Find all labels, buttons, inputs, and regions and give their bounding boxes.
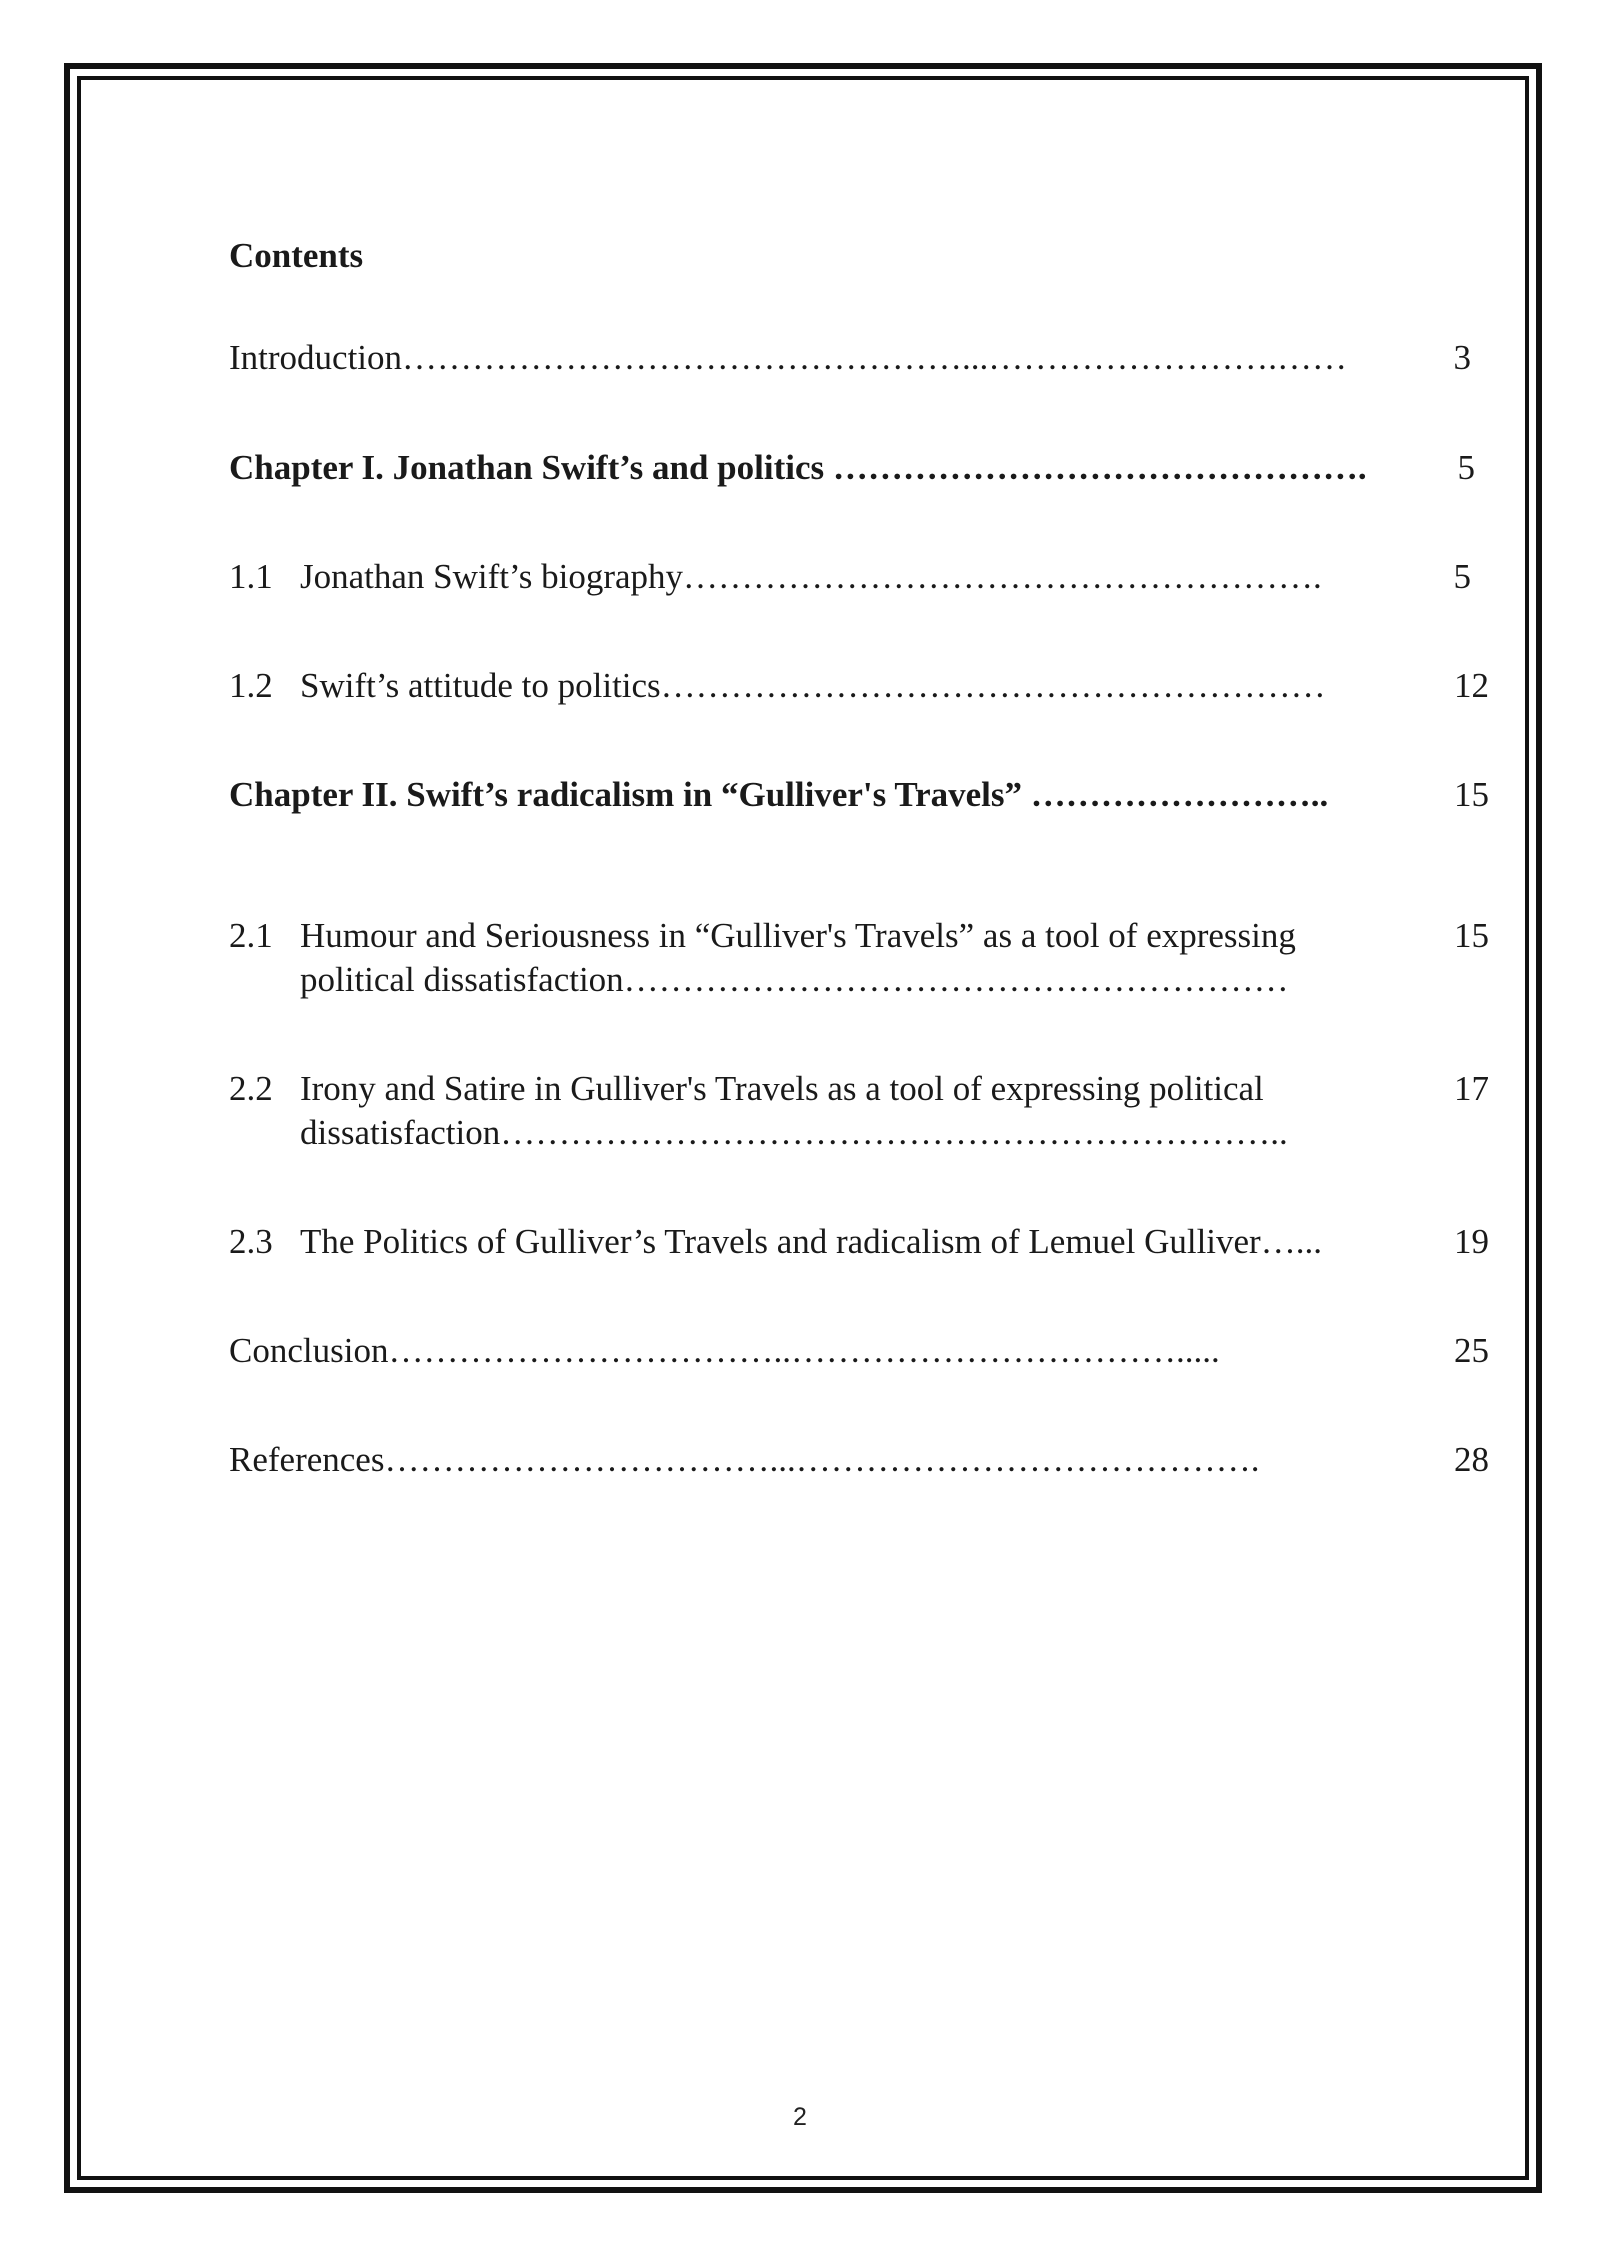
toc-entry-title: Conclusion……………………………..……………………………..... <box>229 1331 1220 1370</box>
toc-entry-title: Chapter II. Swift’s radicalism in “Gulliver's Travels” …………………….. <box>229 775 1329 814</box>
toc-entry-page: 15 <box>1454 916 1489 955</box>
toc-entry-page: 17 <box>1454 1069 1489 1108</box>
toc-entry-page: 28 <box>1454 1440 1489 1479</box>
toc-entry-title: Swift’s attitude to politics………………………………………………… <box>300 666 1326 705</box>
toc-entry-title-line-2: dissatisfaction………………………………………………………….. <box>300 1113 1288 1152</box>
toc-entry-page: 12 <box>1454 666 1489 705</box>
toc-entry-page: 3 <box>1453 338 1471 377</box>
section-number: 2.2 <box>229 1069 273 1108</box>
toc-entry-page: 5 <box>1453 557 1471 596</box>
contents-heading: Contents <box>229 236 364 275</box>
footer-page-number: 2 <box>793 2103 807 2131</box>
toc-entry-title: Jonathan Swift’s biography………………………………………………. <box>300 557 1322 596</box>
toc-entry-page: 19 <box>1454 1222 1489 1261</box>
toc-entry-body <box>300 1067 1400 1155</box>
toc-entry-title: References……………………………...…………………………………. <box>229 1440 1260 1479</box>
section-number: 2.1 <box>229 916 273 955</box>
toc-entry-title: The Politics of Gulliver’s Travels and radicalism of Lemuel Gulliver…... <box>300 1222 1322 1261</box>
section-number: 1.2 <box>229 666 273 705</box>
toc-entry-title-line-1: Humour and Seriousness in “Gulliver's Travels” as a tool of expressing <box>300 916 1296 955</box>
toc-entry-page: 25 <box>1454 1331 1489 1370</box>
toc-entry-page: 5 <box>1457 448 1475 487</box>
toc-entry-page: 15 <box>1454 775 1489 814</box>
toc-entry-body <box>300 664 1400 708</box>
toc-entry-title: Introduction…………………………………………...…………………….…… <box>229 338 1348 377</box>
toc-entry-body <box>300 914 1400 1002</box>
section-number: 2.3 <box>229 1222 273 1261</box>
toc-entry-body <box>300 555 1400 599</box>
toc-entry-title-line-2: political dissatisfaction………………………………………………… <box>300 960 1289 999</box>
toc-entry-title-line-1: Irony and Satire in Gulliver's Travels as a tool of expressing political <box>300 1069 1264 1108</box>
toc-entry-title: Chapter I. Jonathan Swift’s and politics ………………………………………. <box>229 448 1367 487</box>
section-number: 1.1 <box>229 557 273 596</box>
toc-entry-body <box>300 1220 1400 1264</box>
